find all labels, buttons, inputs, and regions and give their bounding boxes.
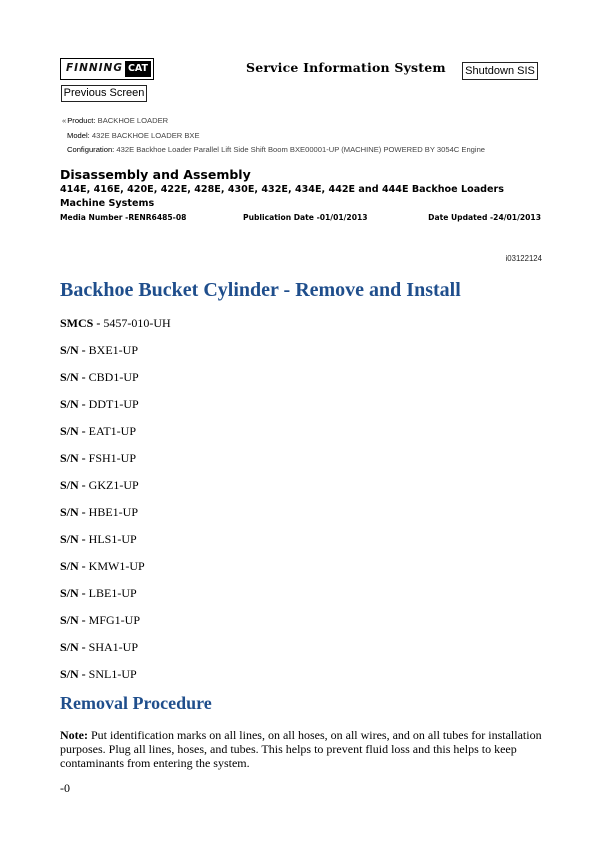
system-title: Service Information System (246, 60, 446, 75)
serial-label: S/N - (60, 370, 89, 384)
serial-label: S/N - (60, 343, 89, 357)
logo-text: FINNING (66, 62, 123, 74)
serial-value: KMW1-UP (88, 559, 145, 573)
chevron-left-icon[interactable]: « (62, 116, 67, 125)
configuration-value: 432E Backhoe Loader Parallel Lift Side Shift Boom BXE00001-UP (MACHINE) POWERED BY 3054C Engine (116, 145, 486, 154)
serial-line (60, 532, 137, 547)
configuration-key: Configuration: (67, 145, 115, 154)
serial-value: MFG1-UP (88, 613, 141, 627)
serial-label: S/N - (60, 424, 89, 438)
smcs-value: 5457-010-UH (103, 316, 171, 330)
serial-value: SNL1-UP (88, 667, 137, 681)
document-title: Backhoe Bucket Cylinder - Remove and Install (60, 279, 461, 301)
serial-value: HLS1-UP (88, 532, 137, 546)
section-title: Disassembly and Assembly (60, 167, 251, 182)
serial-label: S/N - (60, 586, 89, 600)
serial-value: FSH1-UP (88, 451, 137, 465)
shutdown-sis-button[interactable]: Shutdown SIS (462, 62, 538, 80)
serial-line (60, 451, 136, 466)
serial-line (60, 370, 139, 385)
finning-cat-logo (60, 58, 154, 80)
previous-screen-button[interactable]: Previous Screen (61, 85, 147, 102)
model-key: Model: (67, 131, 90, 140)
model-value: 432E BACKHOE LOADER BXE (91, 131, 200, 140)
serial-line (60, 478, 139, 493)
serial-line (60, 640, 138, 655)
publication-date: Publication Date -01/01/2013 (243, 213, 368, 222)
serial-value: EAT1-UP (88, 424, 137, 438)
serial-value: SHA1-UP (88, 640, 139, 654)
configuration-row (67, 145, 485, 154)
serial-label: S/N - (60, 640, 89, 654)
serial-label: S/N - (60, 667, 89, 681)
serial-value: LBE1-UP (88, 586, 137, 600)
product-key: Product: (67, 116, 96, 125)
serial-label: S/N - (60, 559, 89, 573)
serial-line (60, 397, 139, 412)
product-value: BACKHOE LOADER (97, 116, 169, 125)
removal-procedure-heading: Removal Procedure (60, 693, 212, 713)
serial-line (60, 505, 138, 520)
serial-line (60, 343, 138, 358)
serial-value: BXE1-UP (88, 343, 139, 357)
serial-value: CBD1-UP (88, 370, 139, 384)
serial-value: HBE1-UP (88, 505, 139, 519)
note-label: Note: (60, 728, 88, 742)
serial-value: GKZ1-UP (88, 478, 139, 492)
serial-label: S/N - (60, 451, 89, 465)
note-paragraph (60, 728, 546, 770)
serial-label: S/N - (60, 505, 89, 519)
media-number: Media Number -RENR6485-08 (60, 213, 187, 222)
serial-label: S/N - (60, 397, 89, 411)
cat-logo-badge: CAT (125, 61, 151, 77)
serial-line (60, 613, 140, 628)
systems-subtitle: Machine Systems (60, 198, 155, 209)
smcs-label: SMCS - (60, 316, 104, 330)
smcs-line (60, 316, 171, 331)
serial-label: S/N - (60, 613, 89, 627)
serial-value: DDT1-UP (88, 397, 139, 411)
serial-label: S/N - (60, 532, 89, 546)
serial-line (60, 667, 137, 682)
model-row (67, 131, 200, 140)
date-updated: Date Updated -24/01/2013 (428, 213, 541, 222)
reference-id: i03122124 (505, 254, 542, 263)
serial-line (60, 559, 145, 574)
serial-line (60, 586, 137, 601)
serial-label: S/N - (60, 478, 89, 492)
page-footer-number: -0 (60, 781, 70, 795)
product-row (62, 116, 168, 125)
note-text: Put identification marks on all lines, on all hoses, on all wires, and on all tubes for installation purposes. Plug all lines, hoses, and tubes. This helps to prevent fluid loss and this helps to keep contaminants from entering the system. (60, 728, 542, 770)
models-subtitle: 414E, 416E, 420E, 422E, 428E, 430E, 432E, 434E, 442E and 444E Backhoe Loaders (60, 184, 504, 195)
serial-line (60, 424, 136, 439)
